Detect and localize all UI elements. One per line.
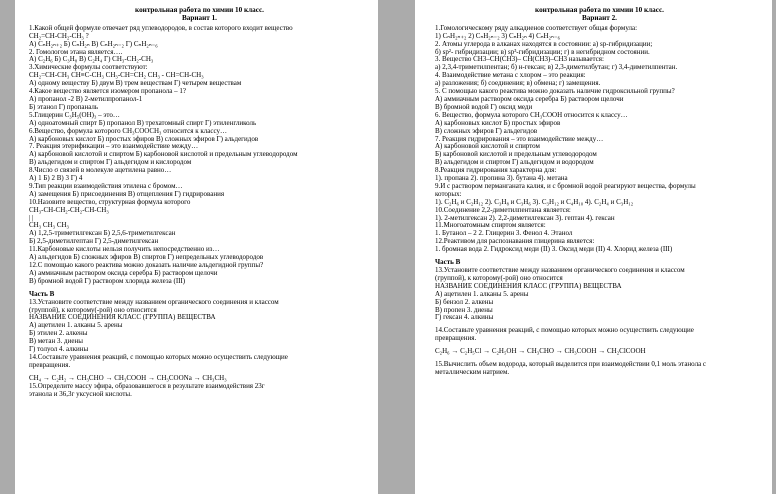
question-list — [435, 25, 764, 377]
text-line: 11.Многоатомным спиртом является: — [435, 221, 546, 230]
text-line: 5.Глицерин C₃H₅(OH)₃ – это… — [29, 110, 120, 119]
text-line: 13.Установите соответствие между названием органического соединения и классом — [435, 266, 685, 274]
text-line: 1. Бутанол – 2 2. Глицерин 3. Фенол 4. Этанол — [435, 229, 573, 238]
text-line: А) аммиачным раствором оксида серебра Б) раствором щелочи — [435, 94, 624, 103]
text-line: 11.Карбоновые кислоты нельзя получить непосредственно из… — [29, 245, 220, 254]
text-line: Часть В — [29, 289, 55, 298]
text-line: 2. Гомологом этана является…. — [29, 47, 123, 56]
text-line: CH₂=CH-CH₂-CH₃ ? — [29, 31, 89, 40]
text-line: НАЗВАНИЕ СОЕДИНЕНИЯ КЛАСС (ГРУППА) ВЕЩЕСТВА — [435, 281, 622, 290]
variant-heading: Вариант 1. — [182, 14, 217, 23]
question-list — [29, 25, 370, 399]
text-line: 9.И с раствором перманганата калия, и с бромной водой реагируют вещества, формулы — [435, 181, 696, 190]
text-line: которых: — [435, 189, 462, 198]
text-line: 1). пропана 2). пропина 3). бутана 4). метана — [435, 174, 568, 183]
text-line: 14.Составьте уравнения реакций, с помощью которых можно осуществить следующие — [435, 326, 694, 335]
text-line: CH₂=CH-CH₃ CH≡C-CH₃ CH₃-CH=CH₂ CH₃ - CH=CH-CH₃ — [29, 71, 204, 80]
text-line: этанола и 36,3г уксусной кислоты. — [29, 389, 132, 398]
text-line: Часть В — [435, 258, 461, 267]
text-line: 12.Реактивом для распознавания глицерина является: — [435, 237, 595, 246]
text-line: 7. Реакция этерификации – это взаимодействие между… — [29, 142, 199, 151]
text-line: C₂H₆ → C₂H₅Cl → C₂H₅OH → CH₃CHO → CH₃COOH → CH₂ClCOOH — [435, 347, 646, 356]
text-line: НАЗВАНИЕ СОЕДИНЕНИЯ КЛАСС (ГРУППА) ВЕЩЕСТВА — [29, 313, 216, 322]
text-line: А) одноатомный спирт Б) пропанол В) трехатомный спирт Г) этиленгликоль — [29, 118, 257, 127]
text-line: а) 2,3,4-триметилпентан; б) н-гексан; в) 2,3-диметилбутан; г) 3,4-диметилпентан. — [435, 63, 678, 72]
text-line: 2. Атомы углерода в алканах находятся в состоянии: а) sp-гибридизации; — [435, 39, 653, 48]
text-line: А) пропанол -2 В) 2-метилпропанол-1 — [29, 94, 143, 103]
text-line: превращения. — [29, 360, 71, 369]
text-line: Г) гексан 4. алкины — [435, 313, 494, 322]
text-line: 1) CₙH₂ₙ₊₂ 2) CₙH₂ₙ₋₂ 3) CₙH₂ₙ 4) CₙH₂ₙ₋₆ — [435, 31, 560, 40]
text-line: CH₃ CH₃ CH₃ — [29, 221, 69, 230]
page-title: контрольная работа по химии 10 класс. — [535, 6, 664, 14]
text-line: 3.Химические формулы соответствуют: — [29, 63, 148, 72]
text-line: 6. Вещество, формула которого CH₃COOH относится к классу… — [435, 110, 628, 119]
text-line: 15.Определите массу эфира, образовавшегося в результате взаимодействия 23г — [29, 381, 265, 390]
text-line: А) 1 Б) 2 В) 3 Г) 4 — [29, 174, 83, 183]
text-line: В) альдегидом и спиртом Г) альдегидом и водородом — [435, 158, 594, 167]
text-line: превращения. — [435, 334, 477, 343]
text-line: (группой), к которому(-рой) оно относится — [435, 273, 563, 282]
variant-heading: Вариант 2. — [582, 14, 617, 23]
text-line: (группой), к которому(-рой) оно относится — [29, 305, 157, 314]
text-line: 1.Какой общей формуле отвечает ряд углеводородов, в состав которого входит вещество — [29, 23, 293, 32]
text-line: 8.Реакция гидрирования характерна для: — [435, 166, 557, 175]
text-line: 5. С помощью какого реактива можно доказать наличие гидроксильной группы? — [435, 87, 675, 96]
text-line: А) ацетилен 1. алканы 5. арены — [435, 289, 529, 298]
text-line: Б) 2,5-диметилгептан Г) 2,5-диметилгексан — [29, 237, 159, 246]
text-line: Б) бензол 2. алкены — [435, 297, 494, 306]
text-line: 12.С помощью какого реактива можно доказать наличие альдегидной группы? — [29, 261, 264, 269]
text-line: В) альдегидом и спиртом Г) альдегидом и кислородом — [29, 158, 192, 167]
text-line: 1.Гомологическому ряду алкадиенов соответствует общая формула: — [435, 23, 638, 32]
document-page-variant-1 — [15, 0, 378, 494]
text-line: 14.Составьте уравнения реакций, с помощью которых можно осуществить следующие — [29, 352, 288, 361]
page-title: контрольная работа по химии 10 класс. — [135, 6, 264, 14]
text-line: CH₃-CH-CH₂-CH₂-CH-CH₃ — [29, 205, 109, 214]
text-line: | | — [29, 213, 34, 222]
text-line: а) разложения; б) соединения; в) обмена; г) замещения. — [435, 79, 601, 88]
text-line: 9.Тип реакции взаимодействия этилена с бромом… — [29, 181, 183, 190]
text-line: А) 1,2,5-триметилгексан Б) 2,5,6-триметилгексан — [29, 229, 176, 238]
text-line: А) аммиачным раствором оксида серебра Б) раствором щелочи — [29, 268, 218, 277]
text-line: А) CₙH₂ₙ₊₂ Б) CₙH₂ₙ В) CₙH₂ₙ₋₂ Г) CₙH₂ₙ₋₆ — [29, 39, 158, 48]
text-line: В) бромной водой Г) оксид меди — [435, 102, 533, 111]
text-line: Г) толуол 4. алкины — [29, 345, 89, 354]
text-line: А) одному веществу Б) двум В) трем веществам Г) четырем веществам — [29, 79, 242, 88]
text-line: CH₄ → C₂H₂ → CH₃CHO → CH₃COOH → CH₃COONa → CH₃CH₃ — [29, 373, 227, 382]
text-line: А) карбоновой кислотой и спиртом — [435, 142, 540, 151]
text-line: А) C₂H₆ Б) C₃H₈ В) C₂H₄ Г) CH₃-CH₂-CH₃ — [29, 55, 154, 64]
text-line: 1). C₂H₆ и C₂H₁₂ 2). C₃H₈ и C₃H₆ 3). C₃H₁₂ и C₄H₁₀ 4). C₂H₄ и C₃H₁₂ — [435, 197, 634, 206]
text-line: 3. Вещество CH3–CH(CH3)– CH(CH3)–CH3 называется: — [435, 55, 604, 64]
text-line: Б) этанол Г) пропаналь — [29, 102, 99, 111]
text-line: В) бромной водой Г) раствором хлорида железа (III) — [29, 276, 186, 285]
text-line: А) карбоновых кислот Б) простых эфиров В) сложных эфиров Г) альдегидов — [29, 134, 259, 143]
text-line: 1). 2-метилгексан 2). 2,2-диметилгексан 3). гептан 4). гексан — [435, 213, 615, 222]
text-line: 6.Вещество, формула которого CH₃COOCH₃ относится к классу… — [29, 126, 227, 135]
text-line: А) карбоновой кислотой и спиртом Б) карбоновой кислотой и предельным углеводородом — [29, 150, 298, 159]
text-line: В) пропен 3. диены — [435, 305, 493, 314]
text-line: б) sp²- гибридизации; в) sp³-гибридизации; г) в негибридном состоянии. — [435, 47, 650, 56]
text-line: А) замещения Б) присоединения В) отщепления Г) гидрирования — [29, 189, 225, 198]
text-line: 1. бромная вода 2. Гидроксид меди (II) 3. Оксид меди (II) 4. Хлорид железа (III) — [435, 245, 673, 254]
text-line: А) карбоновых кислот Б) простых эфиров — [435, 118, 561, 127]
document-page-variant-2 — [415, 0, 772, 494]
text-line: 10.Назовите вещество, структурная формула которого — [29, 197, 191, 206]
text-line: 4.Какое вещество является изомером пропанола – 1? — [29, 87, 186, 96]
text-line: Б) этилен 2. алкены — [29, 329, 88, 338]
text-line: металлическим натрием. — [435, 367, 510, 376]
text-line: Б) карбоновой кислотой и предельным углеводородом — [435, 150, 597, 159]
text-line: А) альдегидов Б) сложных эфиров В) спиртов Г) непредельных углеводородов — [29, 253, 264, 262]
text-line: 7. Реакция гидрирования – это взаимодействие между… — [435, 134, 604, 143]
text-line: В) сложных эфиров Г) альдегидов — [435, 126, 538, 135]
text-line: 8.Число σ связей в молекуле ацетилена равно… — [29, 166, 172, 175]
text-line: 4. Взаимодействие метана с хлором – это реакция: — [435, 71, 586, 80]
text-line: 15.Вычислить объем водорода, который выделится при взаимодействии 0,1 моль этанола с — [435, 360, 707, 369]
text-line: А) ацетилен 1. алканы 5. арены — [29, 321, 123, 330]
text-line: В) метан 3. диены — [29, 337, 83, 346]
text-line: 10.Соединение 2,2-диметилпентана является: — [435, 205, 571, 214]
text-line: 13.Установите соответствие между названием органического соединения и классом — [29, 297, 279, 306]
